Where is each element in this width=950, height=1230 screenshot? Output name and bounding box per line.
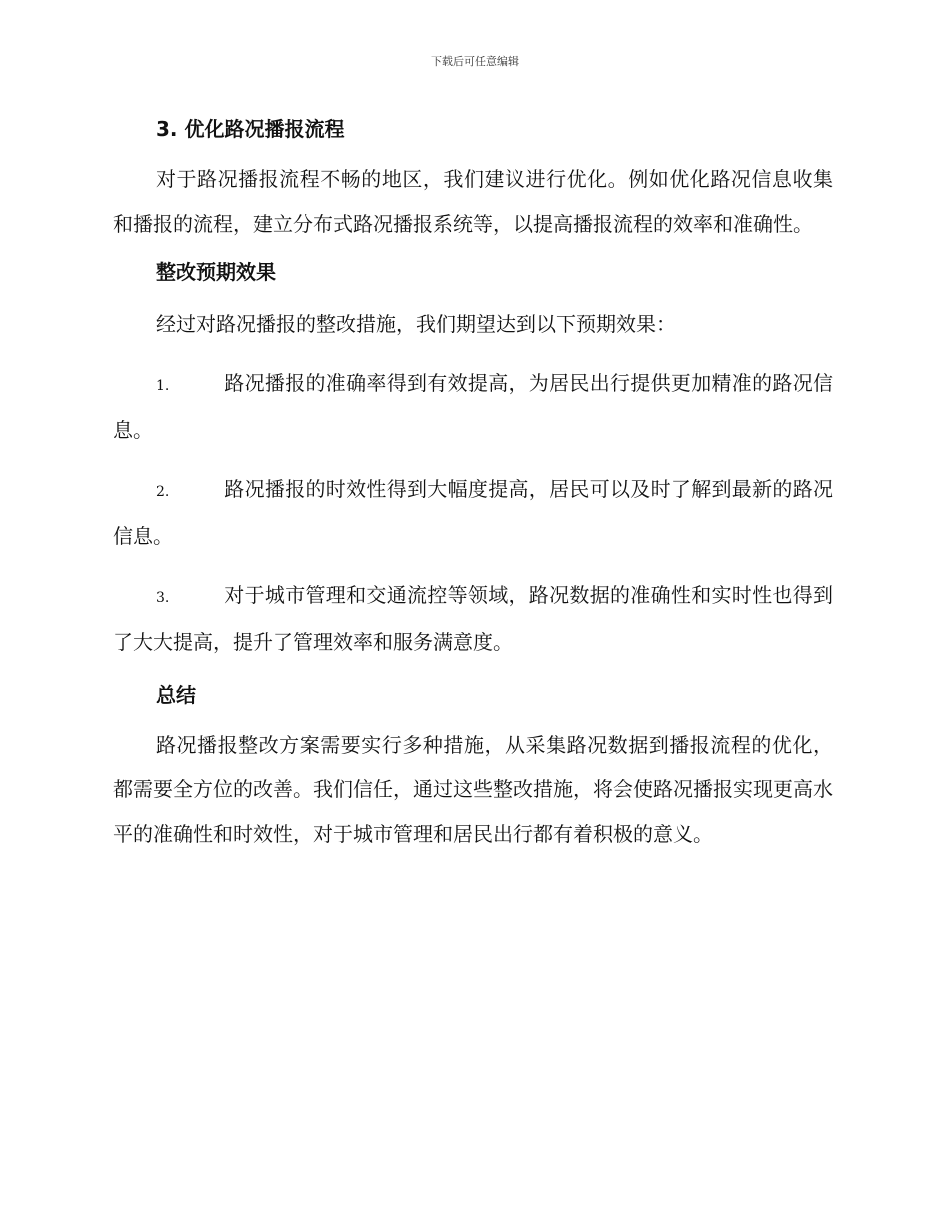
list-item-number: 3. (156, 589, 170, 606)
list-item (113, 467, 833, 559)
paragraph-optimize: 对于路况播报流程不畅的地区，我们建议进行优化。例如优化路况信息收集和播报的流程，建立分布式路况播报系统等，以提高播报流程的效率和准确性。 (113, 167, 833, 236)
document-body (113, 113, 833, 856)
list-item-text: 对于城市管理和交通流控等领域，路况数据的准确性和实时性也得到了大大提高，提升了管理效率和服务满意度。 (113, 582, 833, 654)
paragraph-expected-intro: 经过对路况播报的整改措施，我们期望达到以下预期效果： (156, 312, 676, 336)
list-item-number: 2. (156, 483, 170, 500)
list-item (113, 573, 833, 665)
list-item-number: 1. (156, 377, 170, 394)
paragraph-summary: 路况播报整改方案需要实行多种措施，从采集路况数据到播报流程的优化，都需要全方位的改善。我们信任，通过这些整改措施，将会使路况播报实现更高水平的准确性和时效性，对于城市管理和居民出行都有着积极的意义。 (113, 732, 833, 846)
page-header: 下载后可任意编辑 (431, 55, 519, 68)
list-item-text: 路况播报的准确率得到有效提高，为居民出行提供更加精准的路况信息。 (113, 370, 833, 442)
section-heading-optimize: 3. 优化路况播报流程 (156, 117, 345, 141)
list-item (113, 361, 833, 453)
section-heading-expected: 整改预期效果 (156, 260, 276, 284)
section-heading-summary: 总结 (156, 682, 196, 707)
list-item-text: 路况播报的时效性得到大幅度提高，居民可以及时了解到最新的路况信息。 (113, 476, 833, 548)
